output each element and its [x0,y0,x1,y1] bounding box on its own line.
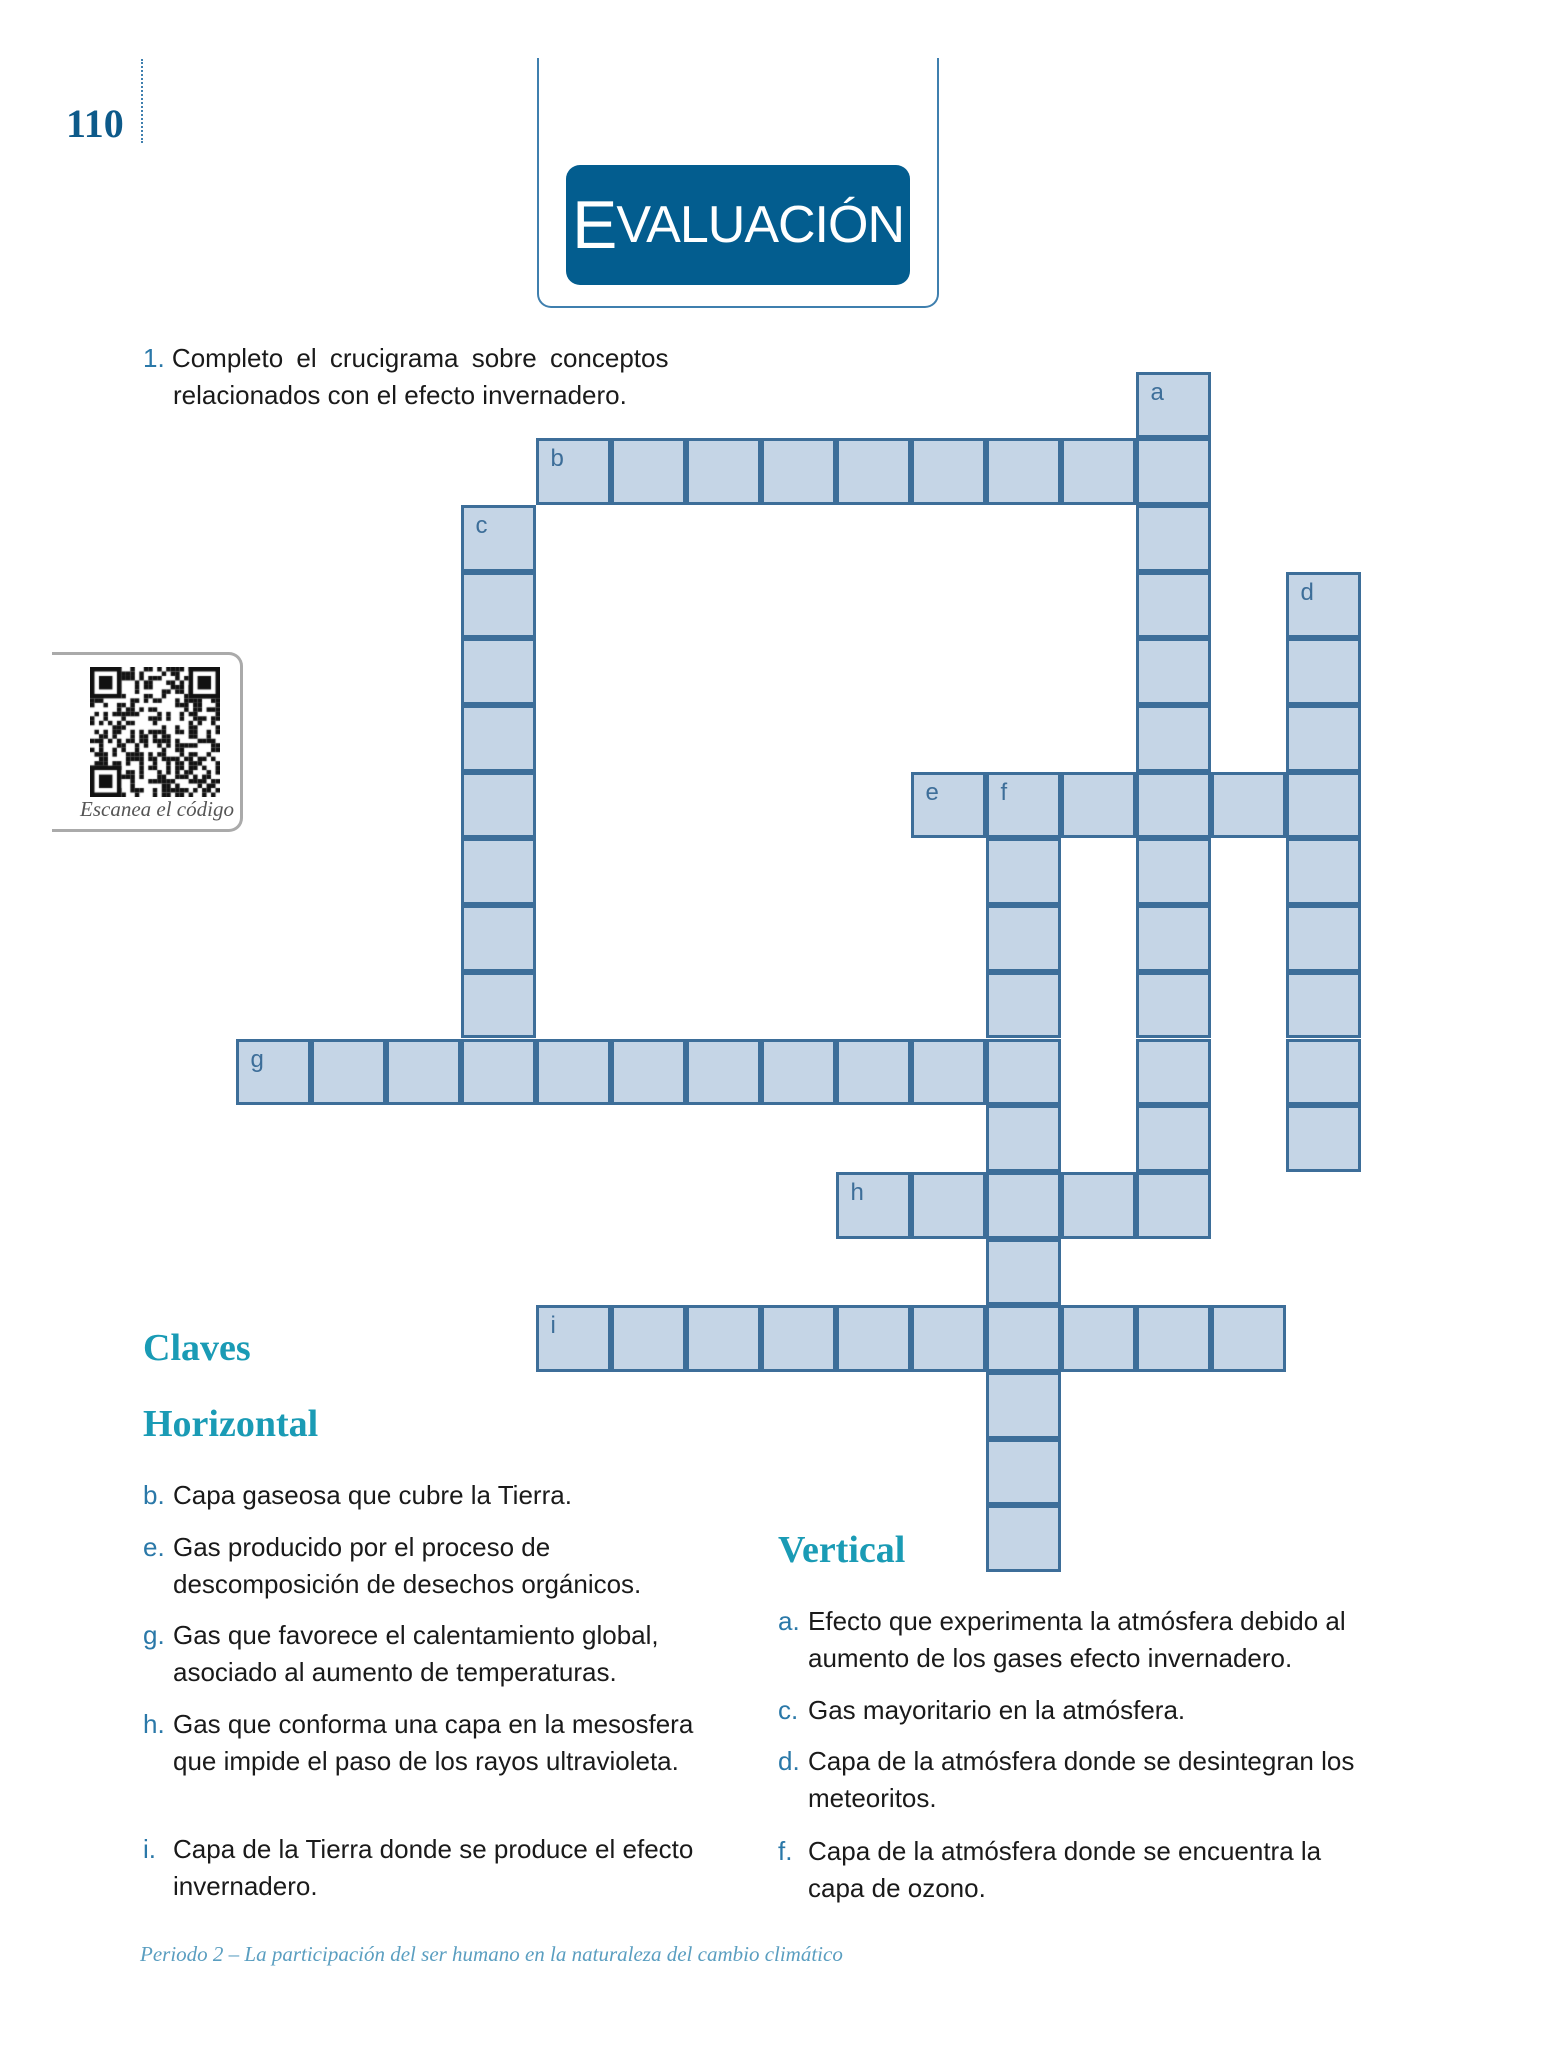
clue-number-h: h [850,1178,864,1206]
clue-label: f. [778,1836,793,1866]
clue-item [778,1743,1378,1817]
crossword-cell[interactable] [1136,1039,1211,1106]
crossword-cell[interactable] [1136,905,1211,972]
crossword-cell[interactable] [986,1172,1061,1239]
crossword-cell[interactable] [686,1305,761,1372]
instruction-line2: relacionados con el efecto invernadero. [173,380,627,410]
crossword-cell[interactable] [1286,705,1361,772]
footer: Periodo 2 – La participación del ser humano en la naturaleza del cambio climático [140,1942,843,1966]
qr-card[interactable] [52,652,243,832]
crossword-cell[interactable] [911,1039,986,1106]
crossword-cell[interactable] [461,838,536,905]
clue-number-i: i [550,1312,556,1340]
crossword-cell[interactable] [461,1039,536,1106]
crossword-cell[interactable] [611,438,686,505]
clue-number-f: f [1000,778,1008,806]
crossword-cell[interactable] [1286,638,1361,705]
crossword-cell[interactable] [461,972,536,1039]
crossword-cell[interactable] [986,1505,1061,1572]
crossword-cell[interactable] [1136,505,1211,572]
clue-text: Capa gaseosa que cubre la Tierra. [173,1480,572,1510]
clue-label: e. [143,1532,165,1562]
crossword-cell[interactable] [1211,772,1286,839]
clue-text: Gas que favorece el calentamiento global, asociado al aumento de temperaturas. [173,1620,659,1687]
clue-number-c: c [475,511,488,539]
clue-label: i. [143,1834,156,1864]
clue-label: h. [143,1709,165,1739]
crossword-cell[interactable] [1211,1305,1286,1372]
clue-item [143,1477,743,1514]
crossword-cell[interactable] [1061,1172,1136,1239]
clue-item [143,1529,743,1603]
crossword-cell[interactable] [836,1305,911,1372]
crossword-cell[interactable] [1061,438,1136,505]
crossword-cell[interactable] [836,1172,911,1239]
crossword-cell[interactable] [1286,838,1361,905]
crossword-cell[interactable] [911,772,986,839]
crossword-cell[interactable] [461,505,536,572]
crossword-cell[interactable] [1286,905,1361,972]
clue-number-e: e [925,778,939,806]
clue-label: d. [778,1746,800,1776]
crossword-cell[interactable] [1136,838,1211,905]
clue-text: Capa de la atmósfera donde se encuentra la capa de ozono. [808,1836,1322,1903]
crossword-cell[interactable] [836,438,911,505]
crossword-cell[interactable] [1136,438,1211,505]
crossword-cell[interactable] [761,1039,836,1106]
crossword-cell[interactable] [1286,972,1361,1039]
crossword-cell[interactable] [911,1172,986,1239]
clue-item [143,1831,743,1905]
clue-number-d: d [1300,578,1314,606]
crossword-cell[interactable] [986,1372,1061,1439]
crossword-cell[interactable] [536,1039,611,1106]
clue-number-a: a [1150,378,1164,406]
crossword-cell[interactable] [761,1305,836,1372]
horizontal-title: Horizontal [143,1403,319,1445]
clue-number-g: g [250,1045,264,1073]
crossword-cell[interactable] [1061,1305,1136,1372]
qr-caption: Escanea el código [80,797,234,821]
crossword-cell[interactable] [1286,1039,1361,1106]
crossword-cell[interactable] [911,1305,986,1372]
crossword-cell[interactable] [236,1039,311,1106]
crossword-cell[interactable] [461,572,536,639]
page-number: 110 [66,101,124,146]
clue-item [778,1692,1378,1729]
crossword-cell[interactable] [1136,1105,1211,1172]
clue-label: g. [143,1620,165,1650]
section-title-rest: VALUACIÓN [616,196,905,254]
crossword-cell[interactable] [536,438,611,505]
crossword-cell[interactable] [986,772,1061,839]
crossword-cell[interactable] [986,838,1061,905]
crossword-cell[interactable] [461,905,536,972]
crossword-cell[interactable] [686,438,761,505]
clue-text: Capa de la Tierra donde se produce el efecto invernadero. [173,1834,694,1901]
crossword-cell[interactable] [1286,572,1361,639]
crossword-cell[interactable] [311,1039,386,1106]
crossword-cell[interactable] [536,1305,611,1372]
clues-title: Claves [143,1327,251,1369]
clue-text: Capa de la atmósfera donde se desintegran los meteoritos. [808,1746,1355,1813]
vertical-title: Vertical [778,1529,906,1571]
crossword-cell[interactable] [461,772,536,839]
clue-label: a. [778,1606,800,1636]
crossword-cell[interactable] [986,1439,1061,1506]
crossword-cell[interactable] [1136,705,1211,772]
section-title-initial: E [571,187,617,263]
clue-text: Gas que conforma una capa en la mesosfera que impide el paso de los rayos ultravioleta. [173,1709,694,1776]
clue-item [143,1706,743,1780]
crossword-cell[interactable] [1136,972,1211,1039]
crossword-cell[interactable] [461,638,536,705]
section-title [566,165,910,285]
crossword-cell[interactable] [986,1105,1061,1172]
crossword-cell[interactable] [1136,372,1211,439]
crossword-cell[interactable] [1286,1105,1361,1172]
crossword-cell[interactable] [1136,572,1211,639]
crossword-cell[interactable] [1136,1172,1211,1239]
crossword-cell[interactable] [1136,772,1211,839]
crossword-cell[interactable] [761,438,836,505]
clue-text: Efecto que experimenta la atmósfera debido al aumento de los gases efecto invernadero. [808,1606,1346,1673]
crossword-cell[interactable] [611,1039,686,1106]
clue-item [778,1833,1378,1907]
crossword-cell[interactable] [986,1039,1061,1106]
crossword-cell[interactable] [1061,772,1136,839]
qr-code-icon[interactable] [90,667,220,797]
page-number-divider [141,59,143,143]
crossword-cell[interactable] [386,1039,461,1106]
clue-item [143,1617,743,1691]
crossword-cell[interactable] [1136,638,1211,705]
crossword-cell[interactable] [686,1039,761,1106]
crossword-cell[interactable] [461,705,536,772]
crossword-cell[interactable] [1286,772,1361,839]
crossword-cell[interactable] [1136,1305,1211,1372]
crossword-cell[interactable] [986,1305,1061,1372]
crossword-cell[interactable] [986,1239,1061,1306]
crossword-cell[interactable] [611,1305,686,1372]
clue-text: Gas mayoritario en la atmósfera. [808,1695,1186,1725]
clue-label: c. [778,1695,799,1725]
instruction-line1: Completo el crucigrama sobre conceptos [171,343,669,373]
crossword-cell[interactable] [986,905,1061,972]
clue-text: Gas producido por el proceso de descomposición de desechos orgánicos. [173,1532,642,1599]
crossword-cell[interactable] [986,438,1061,505]
clue-number-b: b [550,445,564,473]
instruction [143,340,743,414]
clue-label: b. [143,1480,165,1510]
crossword-cell[interactable] [986,972,1061,1039]
clue-item [778,1603,1378,1677]
crossword-cell[interactable] [836,1039,911,1106]
instruction-number: 1. [143,343,165,373]
crossword-cell[interactable] [911,438,986,505]
